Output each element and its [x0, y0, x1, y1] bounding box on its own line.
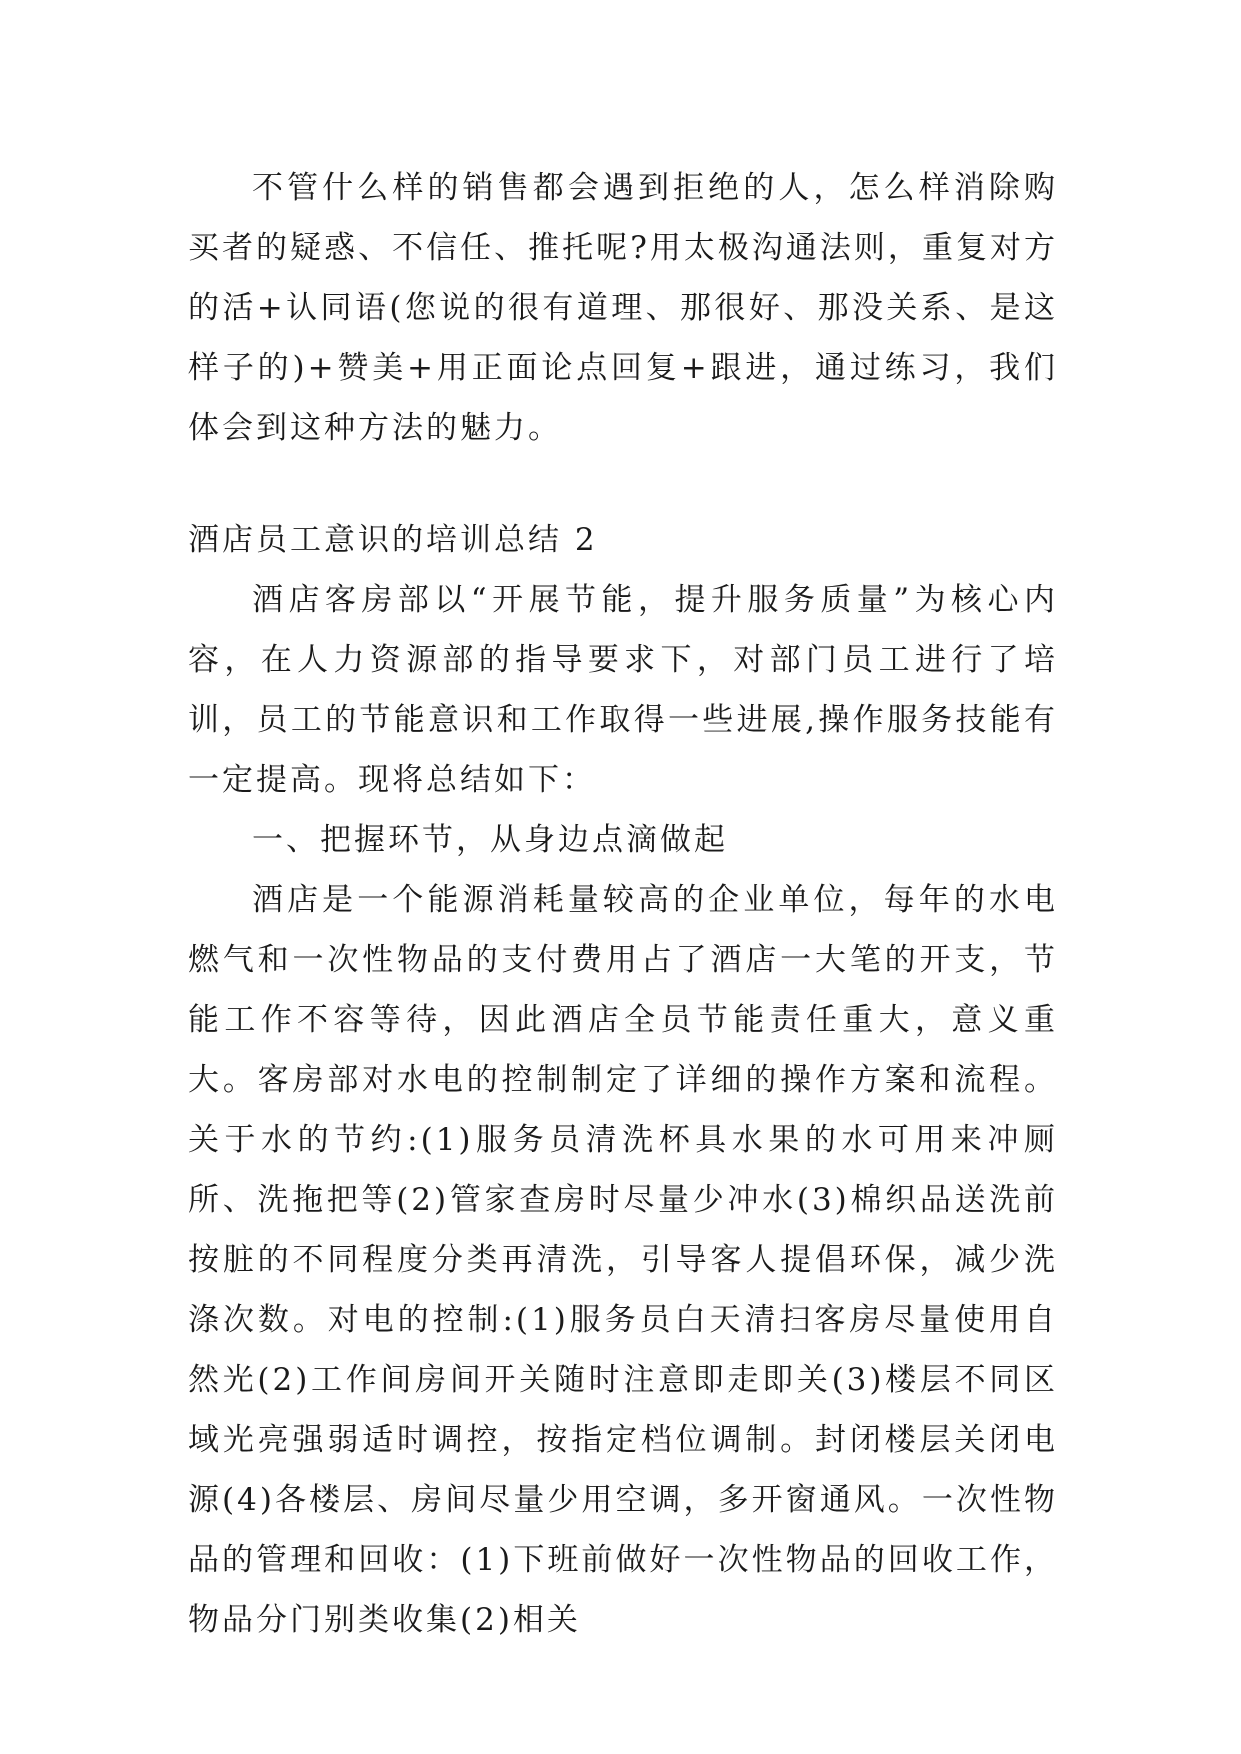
paragraph-intro: 酒店客房部以“开展节能，提升服务质量”为核心内容，在人力资源部的指导要求下，对部门员工进行了培训，员工的节能意识和工作取得一些进展,操作服务技能有一定提高。现将总结如下： [188, 582, 1058, 798]
paragraph-energy-saving: 酒店是一个能源消耗量较高的企业单位，每年的水电燃气和一次性物品的支付费用占了酒店一大笔的开支，节能工作不容等待，因此酒店全员节能责任重大，意义重大。客房部对水电的控制制定了详细的操作方案和流程。关于水的节约:(1)服务员清洗杯具水果的水可用来冲厕所、洗拖把等(2)管家查房时尽量少冲水(3)棉织品送洗前按脏的不同程度分类再清洗，引导客人提倡环保，减少洗涤次数。对电的控制:(1)服务员白天清扫客房尽量使用自然光(2)工作间房间开关随时注意即走即关(3)楼层不同区域光亮强弱适时调控，按指定档位调制。封闭楼层关闭电源(4)各楼层、房间尽量少用空调，多开窗通风。一次性物品的管理和回收：(1)下班前做好一次性物品的回收工作，物品分门别类收集(2)相关 [188, 882, 1058, 1638]
document-body [188, 158, 1058, 1650]
subheading: 一、把握环节，从身边点滴做起 [252, 822, 728, 858]
paragraph-sales-rejection: 不管什么样的销售都会遇到拒绝的人，怎么样消除购买者的疑惑、不信任、推托呢?用太极沟通法则，重复对方的活+认同语(您说的很有道理、那很好、那没关系、是这样子的)+赞美+用正面论点回复+跟进，通过练习，我们体会到这种方法的魅力。 [188, 170, 1058, 446]
section-title: 酒店员工意识的培训总结 2 [188, 522, 598, 558]
